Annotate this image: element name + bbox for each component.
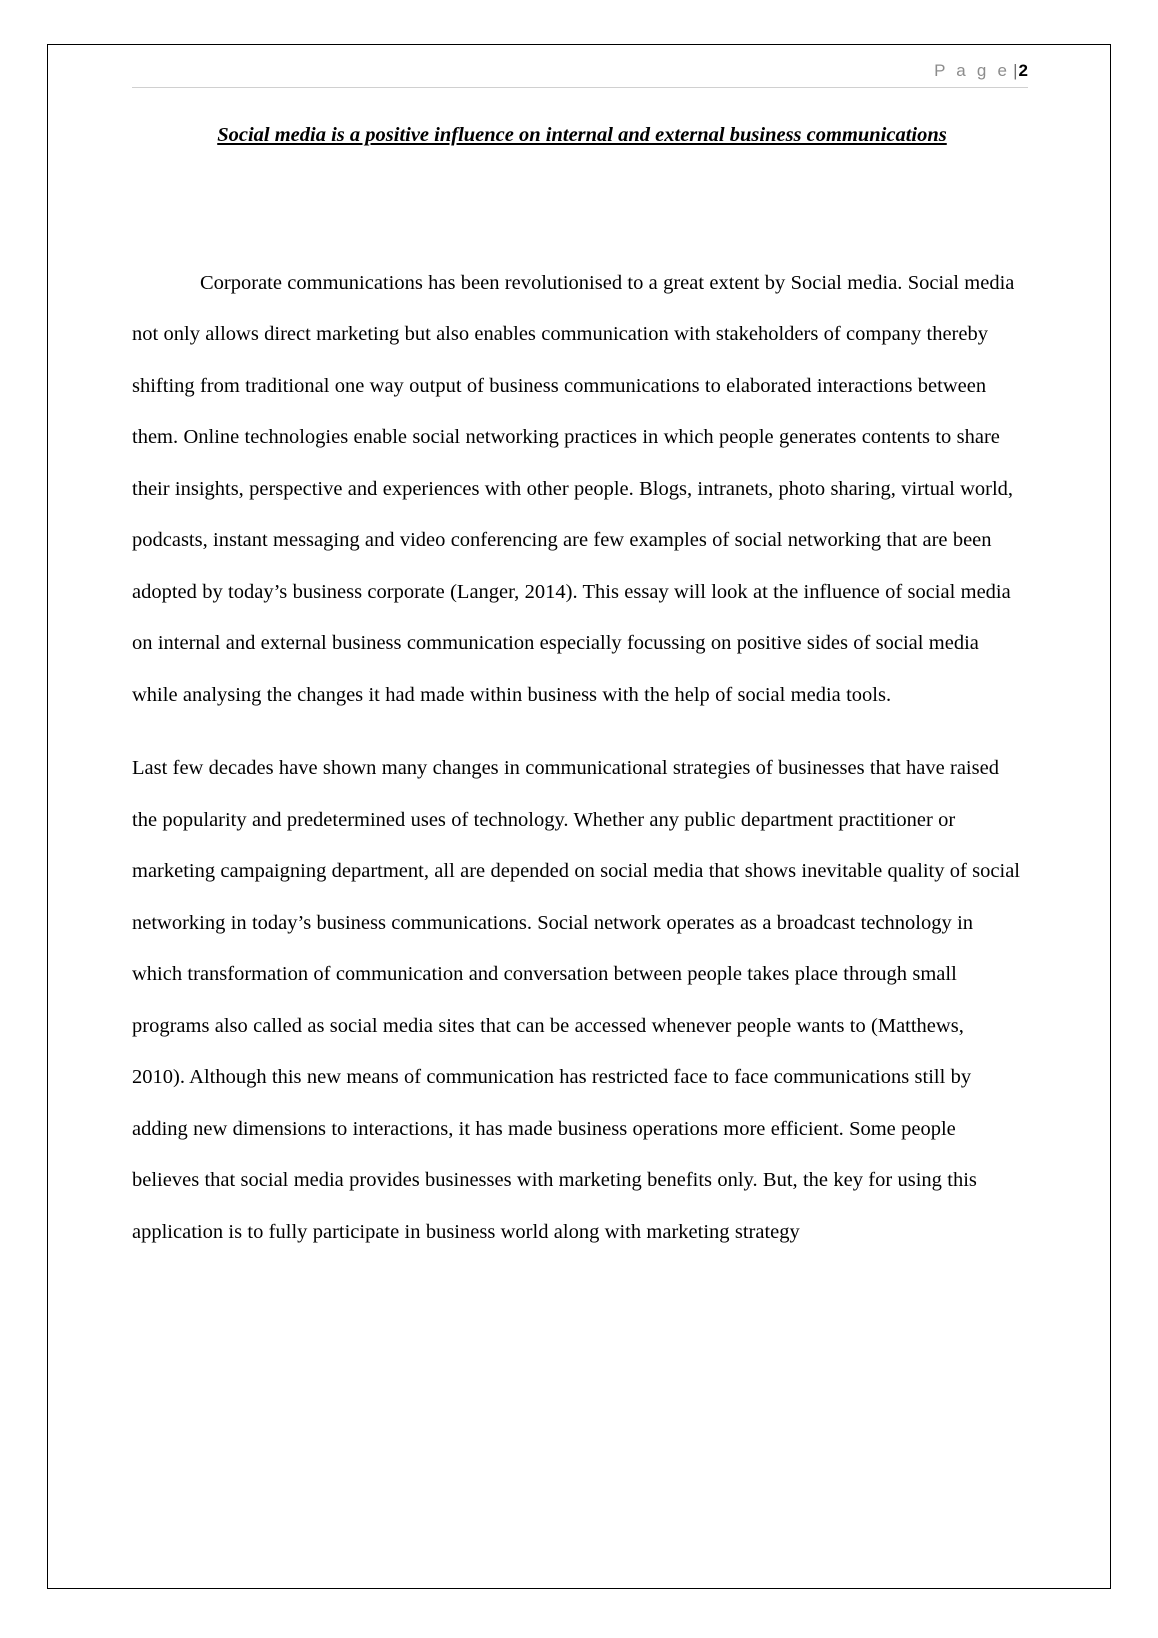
body-paragraph-1: Corporate communications has been revolutionised to a great extent by Social media. Social media not only allows direct marketing but also enables communication with stakeholders of company thereby shifting from traditional one way output of business communications to elaborated interactions between them. Online technologies enable social networking practices in which people generates contents to share their insights, perspective and experiences with other people. Blogs, intranets, photo sharing, virtual world, podcasts, instant messaging and video conferencing are few examples of social networking that are been adopted by today’s business corporate (Langer, 2014). This essay will look at the influence of social media on internal and external business communication especially focussing on positive sides of social media while analysing the changes it had made within business with the help of social media tools. — [132, 271, 1015, 706]
essay-title: Social media is a positive influence on internal and external business communications — [217, 124, 947, 146]
title-spacer — [132, 148, 1022, 258]
header-page-number: 2 — [1018, 61, 1028, 80]
document-body — [132, 123, 1022, 1258]
body-paragraph-2: Last few decades have shown many changes in communicational strategies of businesses that have raised the popularity and predetermined uses of technology. Whether any public department practitioner or marketing campaigning department, all are depended on social media that shows inevitable quality of social networking in today’s business communications. Social network operates as a broadcast technology in which transformation of communication and conversation between people takes place through small programs also called as social media sites that can be accessed whenever people wants to (Matthews, 2010). Although this new means of communication has restricted face to face communications still by adding new dimensions to interactions, it has made business operations more efficient. Some people believes that social media provides businesses with marketing benefits only. But, the key for using this application is to fully participate in business world along with marketing strategy — [132, 757, 1021, 1243]
page-header — [132, 61, 1028, 88]
header-divider-rule — [132, 87, 1028, 88]
header-page-label — [132, 61, 1028, 87]
header-separator: | — [1013, 61, 1018, 80]
header-page-word: P a g e — [934, 61, 1011, 80]
page-frame — [47, 44, 1111, 1589]
paragraph-gap — [132, 721, 1022, 743]
